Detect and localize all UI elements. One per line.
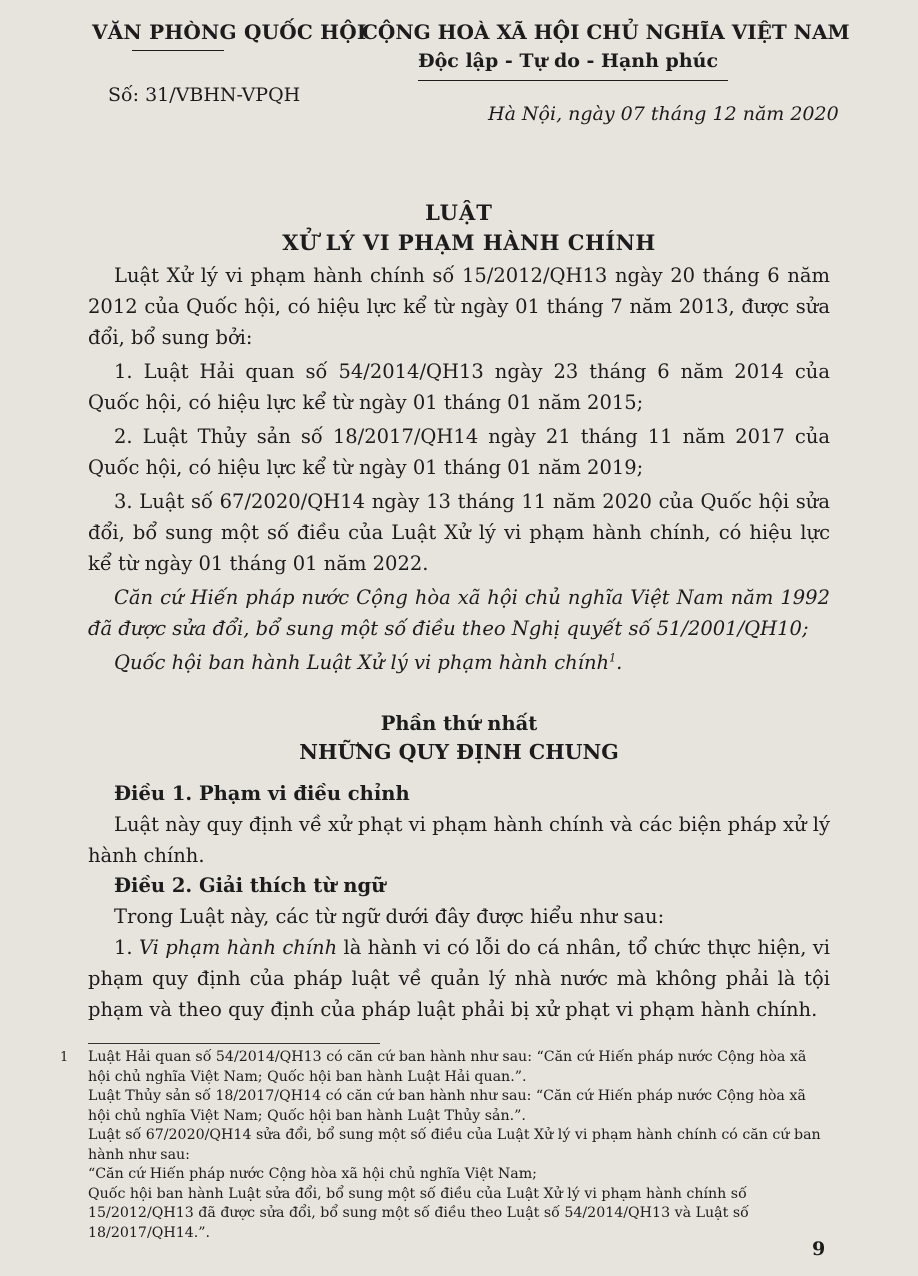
issuing-office: VĂN PHÒNG QUỐC HỘI: [92, 20, 366, 44]
law-title: LUẬT: [425, 200, 493, 225]
article-2-intro: Trong Luật này, các từ ngữ dưới đây được hiểu như sau:: [114, 905, 665, 928]
article-2: [88, 870, 830, 1025]
law-subtitle: XỬ LÝ VI PHẠM HÀNH CHÍNH: [282, 230, 656, 255]
footnote-line: Luật số 67/2020/QH14 sửa đổi, bổ sung một số điều của Luật Xử lý vi phạm hành chính có căn cứ ban hành như sau:: [88, 1127, 821, 1163]
part-label: Phần thứ nhất: [380, 712, 538, 735]
amendment-item-3: 3. Luật số 67/2020/QH14 ngày 13 tháng 11 năm 2020 của Quốc hội sửa đổi, bổ sung một số điều của Luật Xử lý vi phạm hành chính, có hiệu lực kể từ ngày 01 tháng 01 năm 2022.: [88, 490, 830, 575]
footnote-line: “Căn cứ Hiến pháp nước Cộng hòa xã hội chủ nghĩa Việt Nam;: [88, 1166, 537, 1182]
footnote-line: Luật Hải quan số 54/2014/QH13 có căn cứ ban hành như sau: “Căn cứ Hiến pháp nước Cộng hòa xã hội chủ nghĩa Việt Nam; Quốc hội ban hành Luật Hải quan.”.: [88, 1049, 807, 1085]
document-number: Số: 31/VBHN-VPQH: [108, 84, 301, 106]
office-underline: [132, 50, 224, 51]
footnote-mark: 1: [60, 1050, 69, 1065]
part-name: NHỮNG QUY ĐỊNH CHUNG: [299, 740, 619, 764]
enactment-clause: Quốc hội ban hành Luật Xử lý vi phạm hành chính$^1$.: [114, 651, 623, 674]
intro-paragraph: Luật Xử lý vi phạm hành chính số 15/2012/QH13 ngày 20 tháng 6 năm 2012 của Quốc hội, có hiệu lực kể từ ngày 01 tháng 7 năm 2013, được sửa đổi, bổ sung bởi:: [88, 264, 830, 349]
footnote-divider: [88, 1043, 380, 1044]
amendment-item-2: 2. Luật Thủy sản số 18/2017/QH14 ngày 21 tháng 11 năm 2017 của Quốc hội, có hiệu lực kể từ ngày 01 tháng 01 năm 2019;: [88, 425, 830, 479]
article-1: [88, 778, 830, 871]
article-1-heading: Điều 1. Phạm vi điều chỉnh: [114, 782, 410, 805]
footnote-line: Quốc hội ban hành Luật sửa đổi, bổ sung một số điều của Luật Xử lý vi phạm hành chính số 15/2012/QH13 đã được sửa đổi, bổ sung một số điều theo Luật số 54/2014/QH13 và Luật số 18/2017/QH14.”.: [88, 1185, 749, 1241]
amendment-item-1: 1. Luật Hải quan số 54/2014/QH13 ngày 23 tháng 6 năm 2014 của Quốc hội, có hiệu lực kể từ ngày 01 tháng 01 năm 2015;: [88, 360, 830, 414]
footnotes: [60, 1048, 832, 1243]
motto-underline: [418, 80, 728, 81]
page-number: 9: [812, 1238, 826, 1260]
place-and-date: Hà Nội, ngày 07 tháng 12 năm 2020: [488, 103, 839, 125]
article-2-clause-1: 1. Vi phạm hành chính là hành vi có lỗi do cá nhân, tổ chức thực hiện, vi phạm quy định của pháp luật về quản lý nhà nước mà không phải là tội phạm và theo quy định của pháp luật phải bị xử phạt vi phạm hành chính.: [88, 936, 831, 1021]
country-name: CỘNG HOÀ XÃ HỘI CHỦ NGHĨA VIỆT NAM: [362, 20, 850, 44]
defined-term: Vi phạm hành chính: [138, 936, 338, 959]
national-motto: Độc lập - Tự do - Hạnh phúc: [418, 50, 718, 72]
article-1-text: Luật này quy định về xử phạt vi phạm hành chính và các biện pháp xử lý hành chính.: [88, 813, 830, 867]
preamble: [88, 260, 830, 681]
footnote-line: Luật Thủy sản số 18/2017/QH14 có căn cứ ban hành như sau: “Căn cứ Hiến pháp nước Cộng hòa xã hội chủ nghĩa Việt Nam; Quốc hội ban hành Luật Thủy sản.”.: [88, 1088, 806, 1124]
article-2-heading: Điều 2. Giải thích từ ngữ: [114, 874, 386, 897]
footnote-ref: 1: [609, 651, 617, 665]
legal-basis: Căn cứ Hiến pháp nước Cộng hòa xã hội chủ nghĩa Việt Nam năm 1992 đã được sửa đổi, bổ sung một số điều theo Nghị quyết số 51/2001/QH10;: [88, 586, 830, 640]
